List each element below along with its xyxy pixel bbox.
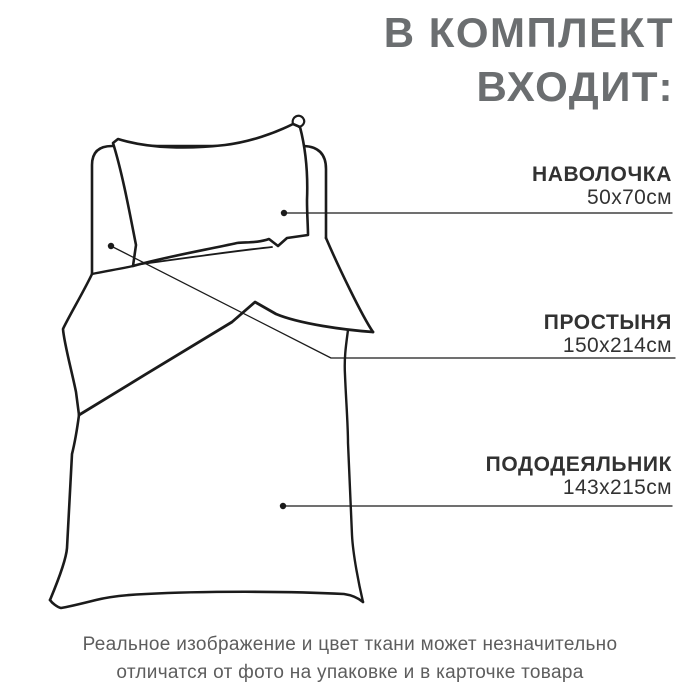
item-size-duvet-cover: 143х215см	[562, 476, 672, 499]
leader-line-duvet-cover	[280, 503, 672, 509]
page-title-line-2: ВХОДИТ:	[476, 63, 674, 110]
page-title	[254, 6, 674, 114]
pillow-outline	[113, 124, 308, 266]
leader-dot-pillowcase	[281, 210, 287, 216]
disclaimer-caption	[0, 631, 700, 687]
disclaimer-line-2: отличатся от фото на упаковке и в карточке товара	[116, 662, 584, 683]
item-label-sheet	[342, 311, 672, 357]
page-title-line-1: В КОМПЛЕКТ	[383, 9, 674, 56]
duvet-fold-edge	[79, 302, 373, 415]
item-label-duvet-cover	[342, 453, 672, 499]
sheet-top-line	[92, 266, 133, 274]
item-name-duvet-cover: ПОДОДЕЯЛЬНИК	[485, 453, 672, 476]
bed-left-edge	[50, 274, 92, 600]
item-size-sheet: 150х214см	[562, 334, 672, 357]
leader-dot-duvet-cover	[280, 503, 286, 509]
leader-dot-sheet	[108, 243, 114, 249]
disclaimer-line-1: Реальное изображение и цвет ткани может незначительно	[82, 634, 618, 655]
item-label-pillowcase	[342, 163, 672, 209]
item-name-pillowcase: НАВОЛОЧКА	[532, 163, 672, 186]
item-name-sheet: ПРОСТЫНЯ	[543, 311, 672, 334]
duvet-bottom-edge	[50, 592, 363, 608]
leader-line-pillowcase	[281, 210, 672, 216]
item-size-pillowcase: 50х70см	[587, 186, 672, 209]
